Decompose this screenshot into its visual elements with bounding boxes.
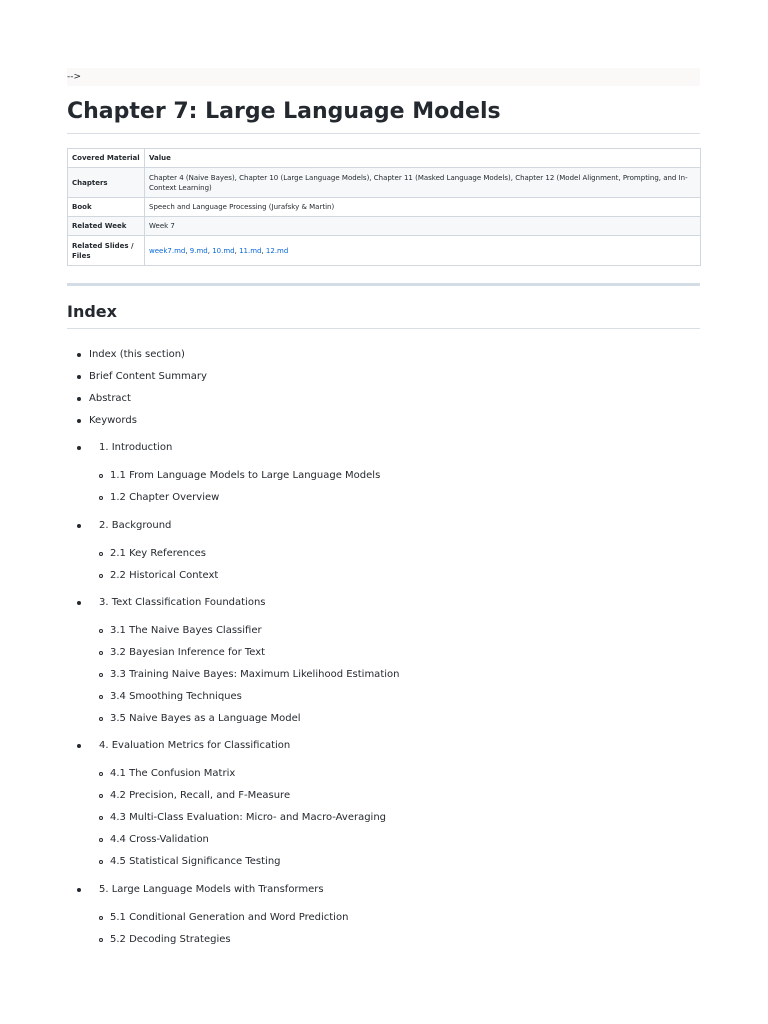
table-header-cell: Value	[145, 149, 701, 168]
index-item[interactable]: 5. Large Language Models with Transformers	[99, 884, 324, 895]
index-subitem[interactable]: 4.4 Cross-Validation	[110, 834, 209, 845]
list-sub-bullet	[99, 474, 103, 478]
table-row	[68, 168, 701, 198]
list-sub-bullet	[99, 860, 103, 864]
file-link[interactable]: week7.md	[149, 246, 186, 255]
list-bullet	[77, 601, 81, 605]
list-sub-bullet	[99, 673, 103, 677]
file-link[interactable]: 10.md	[212, 246, 235, 255]
list-bullet	[77, 744, 81, 748]
file-link[interactable]: 9.md	[189, 246, 208, 255]
table-key-cell: Related Slides / Files	[68, 236, 145, 266]
index-subitem[interactable]: 4.2 Precision, Recall, and F-Measure	[110, 790, 291, 801]
index-subitem[interactable]: 5.2 Decoding Strategies	[110, 934, 231, 945]
table-value-cell: Chapter 4 (Naive Bayes), Chapter 10 (Large Language Models), Chapter 11 (Masked Language Models), Chapter 12 (Model Alignment, Prompting, and In-Context Learning)	[145, 168, 701, 198]
list-sub-bullet	[99, 552, 103, 556]
list-bullet	[77, 888, 81, 892]
index-subitem[interactable]: 2.1 Key References	[110, 548, 206, 559]
index-subitem[interactable]: 3.5 Naive Bayes as a Language Model	[110, 713, 301, 724]
index-item[interactable]: 1. Introduction	[99, 442, 173, 453]
list-bullet	[77, 375, 81, 379]
list-bullet	[77, 419, 81, 423]
list-sub-bullet	[99, 772, 103, 776]
list-sub-bullet	[99, 651, 103, 655]
file-link[interactable]: 12.md	[265, 246, 289, 255]
index-item[interactable]: 4. Evaluation Metrics for Classification	[99, 740, 291, 751]
index-item[interactable]: 3. Text Classification Foundations	[99, 597, 266, 608]
table-value-cell: Week 7	[145, 217, 701, 236]
index-subitem[interactable]: 3.4 Smoothing Techniques	[110, 691, 242, 702]
index-subitem[interactable]: 3.2 Bayesian Inference for Text	[110, 647, 266, 658]
table-value-cell: Speech and Language Processing (Jurafsky & Martin)	[145, 198, 701, 217]
index-subitem[interactable]: 5.1 Conditional Generation and Word Prediction	[110, 912, 349, 923]
list-sub-bullet	[99, 838, 103, 842]
list-sub-bullet	[99, 574, 103, 578]
list-bullet	[77, 446, 81, 450]
index-subitem[interactable]: 4.5 Statistical Significance Testing	[110, 856, 281, 867]
stray-comment-text: -->	[67, 68, 700, 86]
page-title: Chapter 7: Large Language Models	[67, 96, 700, 134]
list-bullet	[77, 397, 81, 401]
index-subitem[interactable]: 3.3 Training Naive Bayes: Maximum Likelihood Estimation	[110, 669, 400, 680]
table-links-cell: week7.md, 9.md, 10.md, 11.md, 12.md	[145, 236, 701, 266]
index-item[interactable]: 2. Background	[99, 520, 172, 531]
list-sub-bullet	[99, 695, 103, 699]
index-item[interactable]: Index (this section)	[89, 349, 185, 360]
index-subitem[interactable]: 2.2 Historical Context	[110, 570, 219, 581]
list-sub-bullet	[99, 916, 103, 920]
list-sub-bullet	[99, 794, 103, 798]
list-bullet	[77, 524, 81, 528]
table-row	[68, 198, 701, 217]
metadata-table	[67, 148, 701, 266]
list-sub-bullet	[99, 816, 103, 820]
index-item[interactable]: Brief Content Summary	[89, 371, 207, 382]
index-heading: Index	[67, 300, 700, 329]
table-key-cell: Chapters	[68, 168, 145, 198]
index-subitem[interactable]: 4.3 Multi-Class Evaluation: Micro- and Macro-Averaging	[110, 812, 387, 823]
index-subitem[interactable]: 1.2 Chapter Overview	[110, 492, 220, 503]
list-sub-bullet	[99, 717, 103, 721]
table-header-cell: Covered Material	[68, 149, 145, 168]
section-divider	[67, 283, 700, 286]
index-subitem[interactable]: 4.1 The Confusion Matrix	[110, 768, 236, 779]
table-row	[68, 217, 701, 236]
list-sub-bullet	[99, 629, 103, 633]
table-header-row	[68, 149, 701, 168]
list-sub-bullet	[99, 496, 103, 500]
list-bullet	[77, 353, 81, 357]
index-item[interactable]: Abstract	[89, 393, 131, 404]
index-subitem[interactable]: 3.1 The Naive Bayes Classifier	[110, 625, 262, 636]
table-key-cell: Book	[68, 198, 145, 217]
list-sub-bullet	[99, 938, 103, 942]
index-subitem[interactable]: 1.1 From Language Models to Large Language Models	[110, 470, 381, 481]
table-row	[68, 236, 701, 266]
index-item[interactable]: Keywords	[89, 415, 137, 426]
file-link[interactable]: 11.md	[239, 246, 262, 255]
table-key-cell: Related Week	[68, 217, 145, 236]
